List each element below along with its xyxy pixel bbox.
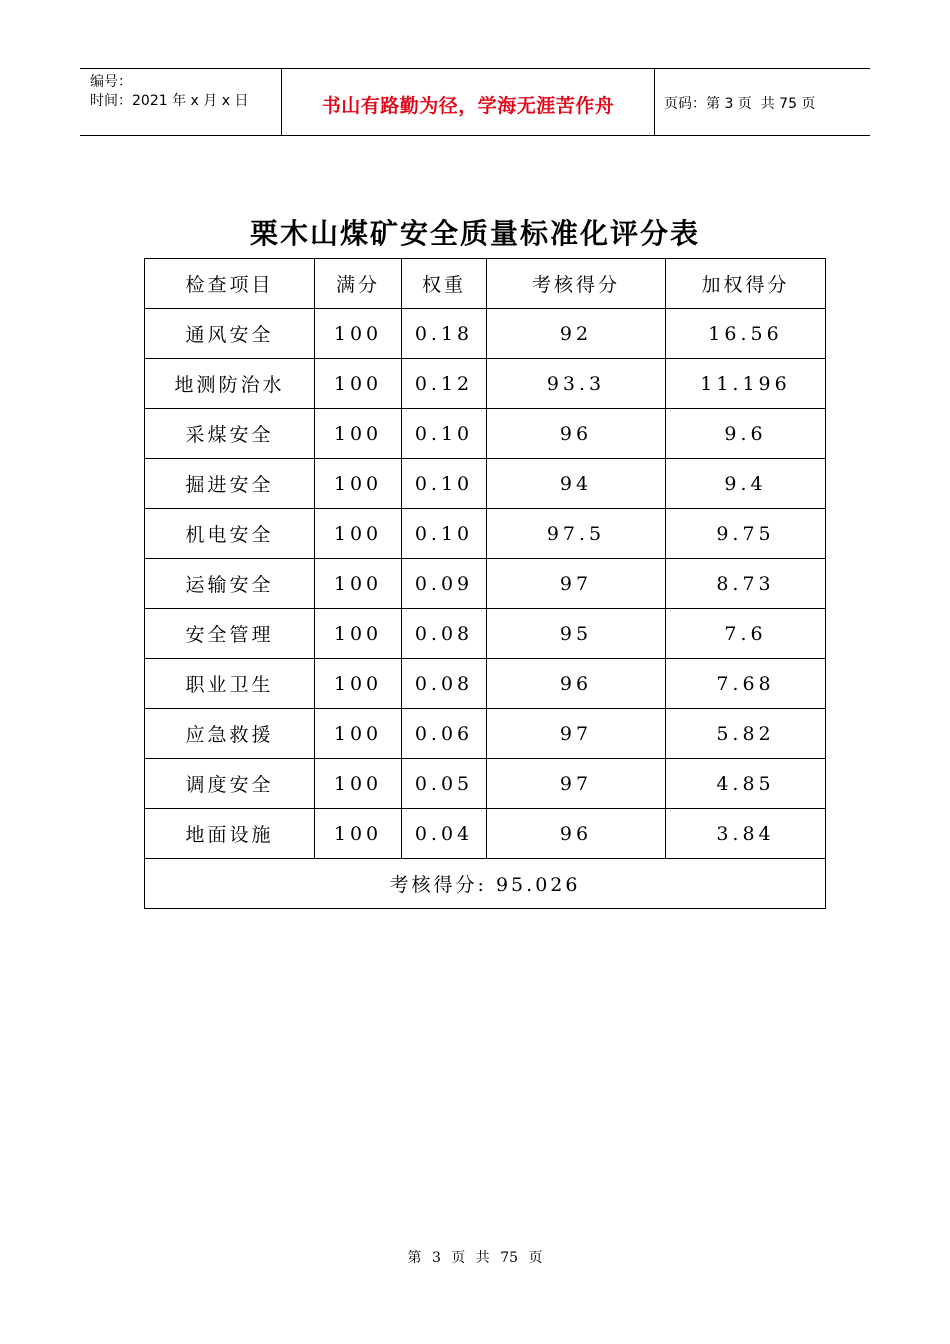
- cell-item: 机电安全: [145, 509, 315, 559]
- table-row: [145, 609, 826, 659]
- cell-weight: 0.09: [402, 559, 487, 609]
- cell-weight: 0.08: [402, 659, 487, 709]
- cell-weighted: 7.68: [666, 659, 826, 709]
- cell-score: 97.5: [487, 509, 666, 559]
- cell-full: 100: [315, 409, 402, 459]
- cell-weight: 0.10: [402, 509, 487, 559]
- cell-weighted: 9.4: [666, 459, 826, 509]
- cell-score: 97: [487, 559, 666, 609]
- cell-weighted: 9.75: [666, 509, 826, 559]
- table-row: [145, 809, 826, 859]
- table-row: [145, 359, 826, 409]
- page-footer: 第 3 页 共 75 页: [407, 1250, 543, 1266]
- cell-score: 97: [487, 759, 666, 809]
- header-motto: 书山有路勤为径，学海无涯苦作舟: [321, 95, 615, 117]
- table-row: [145, 759, 826, 809]
- cell-weight: 0.06: [402, 709, 487, 759]
- cell-score: 96: [487, 409, 666, 459]
- header-cell-score: 考核得分: [487, 259, 666, 309]
- table-body: [145, 309, 826, 909]
- cell-weight: 0.10: [402, 409, 487, 459]
- cell-item: 调度安全: [145, 759, 315, 809]
- cell-score: 95: [487, 609, 666, 659]
- serial-label: 编号：: [90, 74, 132, 90]
- cell-weighted: 7.6: [666, 609, 826, 659]
- document-title: 栗木山煤矿安全质量标准化评分表: [249, 217, 700, 250]
- cell-item: 采煤安全: [145, 409, 315, 459]
- cell-score: 92: [487, 309, 666, 359]
- total-score-cell: 考核得分: 95.026: [145, 859, 826, 909]
- table-row: [145, 659, 826, 709]
- cell-score: 93.3: [487, 359, 666, 409]
- header-meta: [90, 73, 248, 111]
- cell-item: 安全管理: [145, 609, 315, 659]
- header-cell-weight: 权重: [402, 259, 487, 309]
- header-divider: [654, 69, 655, 136]
- total-row: [145, 859, 826, 909]
- cell-full: 100: [315, 359, 402, 409]
- cell-weight: 0.04: [402, 809, 487, 859]
- cell-full: 100: [315, 759, 402, 809]
- header-cell-weighted: 加权得分: [666, 259, 826, 309]
- cell-full: 100: [315, 609, 402, 659]
- cell-weighted: 9.6: [666, 409, 826, 459]
- date-line: 时间：2021 年 x 月 x 日: [90, 93, 249, 109]
- cell-item: 运输安全: [145, 559, 315, 609]
- cell-score: 94: [487, 459, 666, 509]
- table-row: [145, 509, 826, 559]
- cell-weight: 0.12: [402, 359, 487, 409]
- cell-score: 97: [487, 709, 666, 759]
- cell-item: 地面设施: [145, 809, 315, 859]
- cell-weighted: 4.85: [666, 759, 826, 809]
- cell-full: 100: [315, 459, 402, 509]
- cell-full: 100: [315, 559, 402, 609]
- table-row: [145, 559, 826, 609]
- cell-item: 职业卫生: [145, 659, 315, 709]
- cell-item: 通风安全: [145, 309, 315, 359]
- table-row: [145, 409, 826, 459]
- header-page-info: 页码：第 3 页 共 75 页: [664, 96, 816, 112]
- cell-weighted: 11.196: [666, 359, 826, 409]
- score-table: [144, 258, 826, 909]
- cell-weighted: 5.82: [666, 709, 826, 759]
- cell-weighted: 8.73: [666, 559, 826, 609]
- header-cell-full: 满分: [315, 259, 402, 309]
- cell-full: 100: [315, 709, 402, 759]
- table-row: [145, 309, 826, 359]
- cell-score: 96: [487, 809, 666, 859]
- cell-full: 100: [315, 809, 402, 859]
- cell-weight: 0.08: [402, 609, 487, 659]
- cell-weight: 0.10: [402, 459, 487, 509]
- cell-item: 应急救援: [145, 709, 315, 759]
- cell-weighted: 16.56: [666, 309, 826, 359]
- header-cell-item: 检查项目: [145, 259, 315, 309]
- cell-weighted: 3.84: [666, 809, 826, 859]
- cell-full: 100: [315, 509, 402, 559]
- table-row: [145, 709, 826, 759]
- cell-full: 100: [315, 309, 402, 359]
- table-row: [145, 459, 826, 509]
- cell-item: 地测防治水: [145, 359, 315, 409]
- table-header-row: [145, 259, 826, 309]
- cell-score: 96: [487, 659, 666, 709]
- cell-weight: 0.18: [402, 309, 487, 359]
- cell-weight: 0.05: [402, 759, 487, 809]
- cell-item: 掘进安全: [145, 459, 315, 509]
- cell-full: 100: [315, 659, 402, 709]
- page-header: [80, 68, 870, 136]
